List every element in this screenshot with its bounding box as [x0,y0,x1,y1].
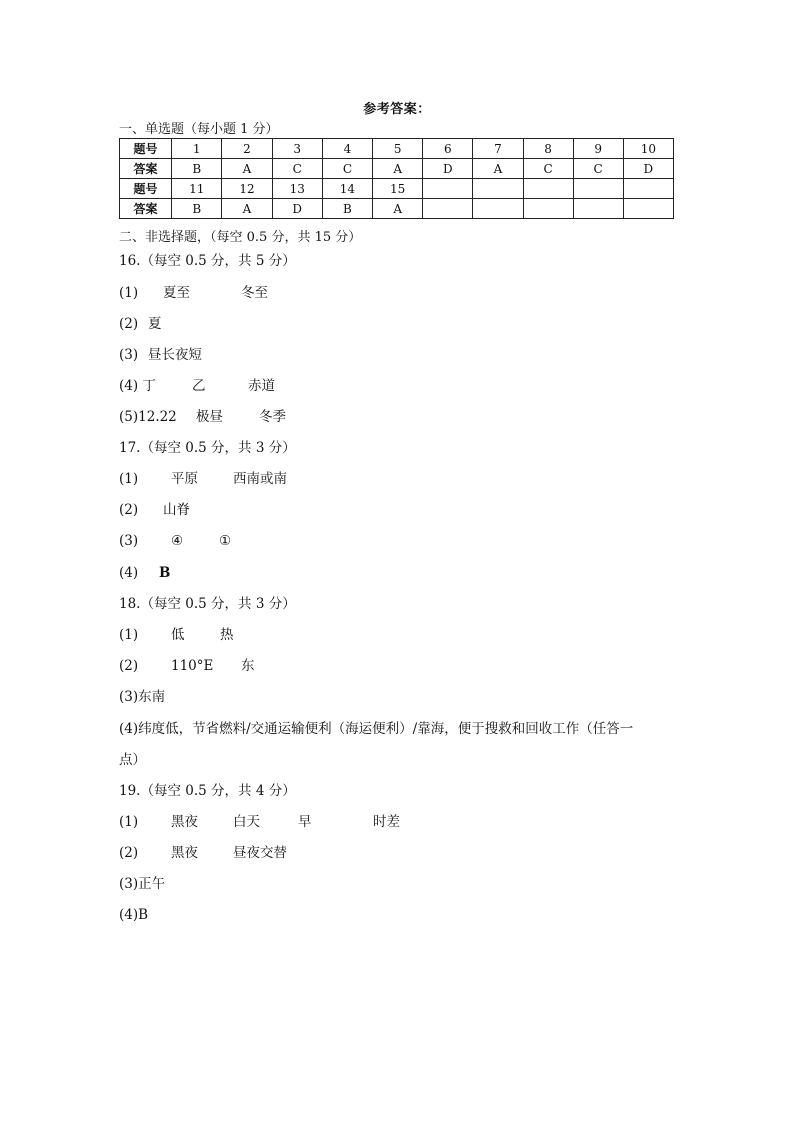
answer-table-cell: C [322,159,372,179]
q19-2-b: 昼夜交替 [233,845,287,861]
answer-table-cell: 8 [523,139,573,159]
answer-table-cell: 1 [172,139,222,159]
answer-table-row [120,159,674,179]
answer-table-cell: A [222,159,272,179]
q16-1-b: 冬至 [241,285,268,301]
answer-table-cell [423,179,473,199]
q16-3-a: 昼长夜短 [148,347,202,363]
q16-line-1 [119,283,268,303]
q18-2-a: 110°E [171,658,214,674]
q16-heading: 16.（每空 0.5 分，共 5 分） [119,253,296,269]
answer-table-cell: 6 [423,139,473,159]
answer-table-cell: A [473,159,523,179]
q16-4-b: 赤道 [248,378,275,394]
q16-line-5 [119,407,286,427]
section-non-choice: 二、非选择题，（每空 0.5 分，共 15 分） [119,230,362,245]
answer-table-row [120,139,674,159]
answer-table-cell: A [373,199,423,219]
q18-1-a: 低 [171,627,185,643]
q17-4-num: (4) [119,565,139,581]
answer-table-cell: 7 [473,139,523,159]
q19-line-2 [119,843,287,863]
answer-table-cell [573,179,623,199]
answer-table-cell: 13 [272,179,322,199]
q19-2-num: (2) [119,845,139,861]
q19-1-c: 早 [298,814,312,830]
answer-table-cell: B [172,199,222,219]
q17-1-a: 平原 [171,471,198,487]
answer-table-cell: C [523,159,573,179]
q18-1-b: 热 [220,627,234,643]
q17-line-3 [119,531,231,551]
answer-table-cell: A [222,199,272,219]
answer-table-cell: 9 [573,139,623,159]
q16-5-b: 冬季 [259,409,286,425]
answer-table-row-label: 答案 [120,199,172,219]
q18-line-1 [119,625,234,645]
q16-line-2 [119,314,162,334]
q18-line-4-cont: 点） [119,752,146,768]
answer-table-cell: 10 [623,139,673,159]
q19-1-d: 时差 [373,814,400,830]
q16-1-a: 夏至 [163,285,190,301]
q17-4-a: B [159,565,171,581]
answer-table-cell: A [373,159,423,179]
answer-table-cell: 3 [272,139,322,159]
answer-table [119,138,674,219]
q16-5-num: (5)12.22 [119,409,177,425]
answer-table-cell: B [322,199,372,219]
answer-table-cell: 12 [222,179,272,199]
q17-3-b: ① [219,533,232,549]
q19-1-b: 白天 [233,814,260,830]
q17-line-2 [119,500,190,520]
q17-1-b: 西南或南 [233,471,287,487]
q17-3-a: ④ [171,533,184,549]
q16-line-4 [119,376,275,396]
answer-table-cell: 2 [222,139,272,159]
answer-table-cell [573,199,623,219]
q17-line-4 [119,563,170,583]
q17-2-a: 山脊 [163,502,190,518]
q17-3-num: (3) [119,533,139,549]
q19-1-num: (1) [119,814,139,830]
q19-line-1 [119,812,400,832]
answer-table-cell: C [272,159,322,179]
answer-table-cell: 4 [322,139,372,159]
q18-line-3: (3)东南 [119,689,166,705]
section-single-choice: 一、单选题（每小题 1 分） [119,122,279,137]
q19-line-3: (3)正午 [119,876,166,892]
page-title: 参考答案： [363,102,431,117]
answer-table-cell [423,199,473,219]
q19-heading: 19.（每空 0.5 分，共 4 分） [119,783,296,799]
q16-5-a: 极昼 [196,409,223,425]
q16-3-num: (3) [119,347,139,363]
q18-2-b: 东 [241,658,255,674]
q16-4-num: (4) 丁 [119,378,156,394]
answer-table-cell: 15 [373,179,423,199]
q16-line-3 [119,345,202,365]
answer-table-cell: D [623,159,673,179]
answer-table-cell [473,179,523,199]
answer-table-cell [523,179,573,199]
answer-table-row [120,199,674,219]
answer-table-cell [623,179,673,199]
q17-line-1 [119,469,287,489]
answer-table-cell: 11 [172,179,222,199]
q16-4-a: 乙 [192,378,206,394]
q18-2-num: (2) [119,658,139,674]
q17-heading: 17.（每空 0.5 分，共 3 分） [119,440,296,456]
answer-table-row [120,179,674,199]
q19-line-4: (4)B [119,907,149,923]
answer-table-cell: D [272,199,322,219]
q19-1-a: 黑夜 [171,814,198,830]
answer-table-cell: 5 [373,139,423,159]
answer-table-row-label: 题号 [120,139,172,159]
q18-line-4: (4)纬度低，节省燃料/交通运输便利（海运便利）/靠海，便于搜救和回收工作（任答一 [119,721,634,737]
answer-table-cell: 14 [322,179,372,199]
q19-2-a: 黑夜 [171,845,198,861]
answer-table-cell [473,199,523,219]
answer-table-row-label: 题号 [120,179,172,199]
answer-table-cell: D [423,159,473,179]
q17-1-num: (1) [119,471,139,487]
q18-line-2 [119,656,255,676]
q16-1-num: (1) [119,285,139,301]
answer-table-cell [523,199,573,219]
q18-heading: 18.（每空 0.5 分，共 3 分） [119,596,296,612]
q17-2-num: (2) [119,502,139,518]
q16-2-a: 夏 [148,316,162,332]
answer-table-row-label: 答案 [120,159,172,179]
q16-2-num: (2) [119,316,139,332]
answer-table-cell: C [573,159,623,179]
answer-table-cell [623,199,673,219]
answer-table-cell: B [172,159,222,179]
q18-1-num: (1) [119,627,139,643]
